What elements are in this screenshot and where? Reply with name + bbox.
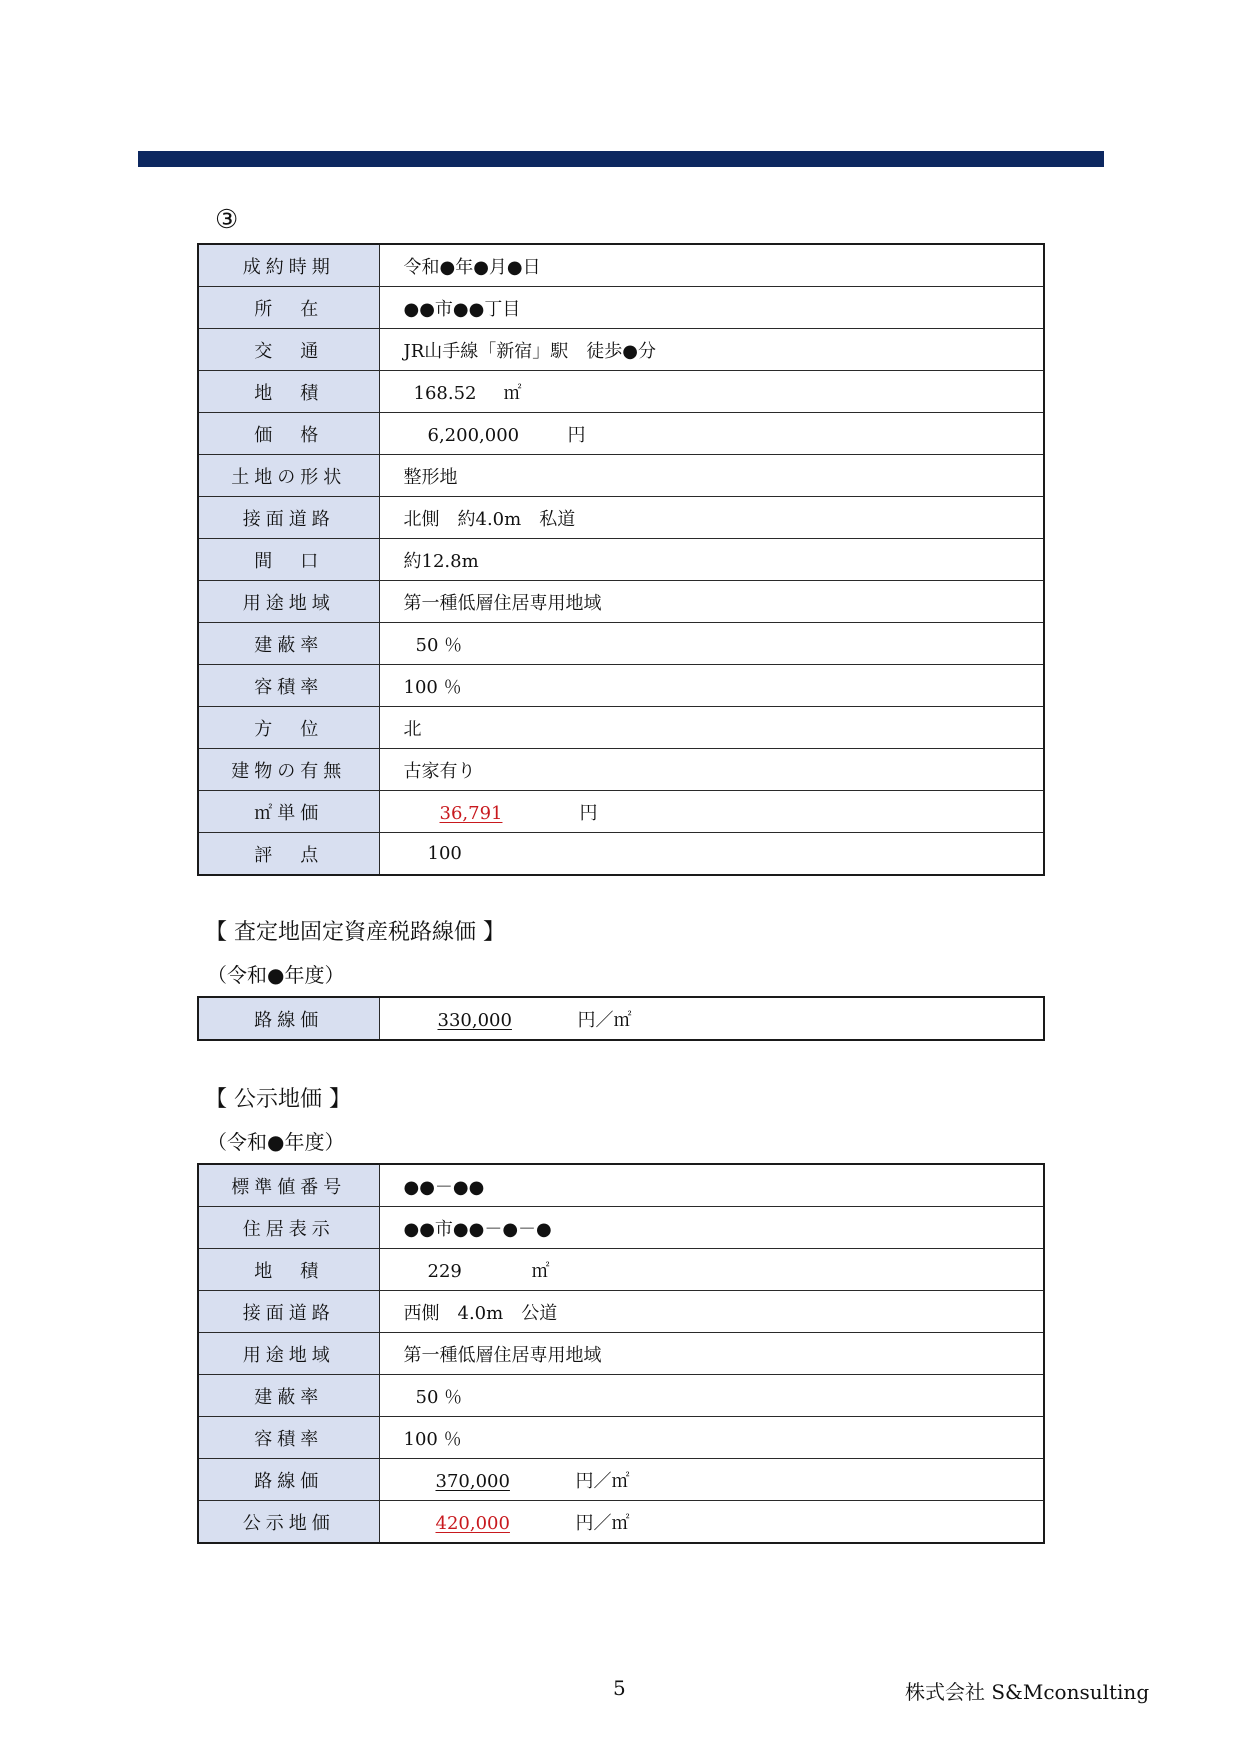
row-value: 北: [379, 707, 1044, 749]
row-label: 容積率: [198, 1417, 379, 1459]
row-label: 方 位: [198, 707, 379, 749]
table-row: [198, 455, 1044, 497]
row-label: 路線価: [198, 1459, 379, 1501]
table-row: [198, 791, 1044, 833]
route-price-value: 330,000: [437, 1009, 512, 1031]
table-row: [198, 749, 1044, 791]
row-label: 地 積: [198, 371, 379, 413]
page-number: 5: [613, 1676, 626, 1700]
table-row: [198, 833, 1044, 876]
row-value: ●●市●●丁目: [379, 287, 1044, 329]
section-heading: 【 公示地価 】: [205, 1087, 351, 1112]
header-bar: [138, 151, 1104, 167]
row-value: ●●－●●: [379, 1164, 1044, 1207]
row-label: 容積率: [198, 665, 379, 707]
table-row: [198, 1501, 1044, 1544]
area-unit: ㎡: [503, 382, 522, 404]
row-label: 建物の有無: [198, 749, 379, 791]
company-name: 株式会社 S&Mconsulting: [905, 1680, 1150, 1704]
public-land-price-unit: 円／㎡: [575, 1512, 630, 1534]
table-row: [198, 581, 1044, 623]
area-value: 229: [427, 1260, 462, 1282]
route-price-unit: 円／㎡: [577, 1009, 632, 1031]
table-row: [198, 539, 1044, 581]
table-row: [198, 997, 1044, 1040]
route-price-value: 370,000: [435, 1470, 510, 1492]
row-label: 評 点: [198, 833, 379, 876]
row-value: 令和●年●月●日: [379, 244, 1044, 287]
row-value: 100 ％: [379, 1417, 1044, 1459]
row-label: ㎡単価: [198, 791, 379, 833]
row-value: 第一種低層住居専用地域: [379, 1333, 1044, 1375]
public-land-price-table: [197, 1163, 1045, 1544]
section-year: （令和●年度）: [207, 1130, 345, 1154]
table-row: [198, 1249, 1044, 1291]
table-row: [198, 623, 1044, 665]
row-label: 間 口: [198, 539, 379, 581]
transaction-table: [197, 243, 1045, 876]
table-row: [198, 1375, 1044, 1417]
public-land-price-value: 420,000: [435, 1512, 510, 1534]
row-value: JR山手線「新宿」駅 徒歩●分: [379, 329, 1044, 371]
table-row: [198, 371, 1044, 413]
table-row: [198, 1333, 1044, 1375]
section-year: （令和●年度）: [207, 963, 345, 987]
table-row: [198, 1164, 1044, 1207]
row-label: 用途地域: [198, 581, 379, 623]
row-label: 建蔽率: [198, 1375, 379, 1417]
row-value: 古家有り: [379, 749, 1044, 791]
row-label: 用途地域: [198, 1333, 379, 1375]
table-row: [198, 1417, 1044, 1459]
row-value: 北側 約4.0m 私道: [379, 497, 1044, 539]
section-number: ③: [215, 205, 239, 235]
row-label: 地 積: [198, 1249, 379, 1291]
row-value: 第一種低層住居専用地域: [379, 581, 1044, 623]
table-row: [198, 413, 1044, 455]
table-row: [198, 1459, 1044, 1501]
row-label: 標準値番号: [198, 1164, 379, 1207]
row-value: 整形地: [379, 455, 1044, 497]
area-value: 168.52: [413, 382, 477, 404]
row-label: 住居表示: [198, 1207, 379, 1249]
row-label: 路線価: [198, 997, 379, 1040]
row-value: ●●市●●－●－●: [379, 1207, 1044, 1249]
row-value: 50 ％: [379, 623, 1044, 665]
row-value: 100 ％: [379, 665, 1044, 707]
table-row: [198, 497, 1044, 539]
row-label: 所 在: [198, 287, 379, 329]
table-row: [198, 707, 1044, 749]
row-label: 価 格: [198, 413, 379, 455]
table-row: [198, 1291, 1044, 1333]
unit-price-unit: 円: [579, 802, 598, 824]
row-label: 建蔽率: [198, 623, 379, 665]
row-label: 接面道路: [198, 497, 379, 539]
price-value: 6,200,000: [427, 424, 520, 446]
unit-price-value: 36,791: [439, 802, 503, 824]
table-row: [198, 244, 1044, 287]
row-value: 約12.8m: [379, 539, 1044, 581]
score-value: 100: [379, 833, 1044, 876]
row-label: 接面道路: [198, 1291, 379, 1333]
section-heading: 【 査定地固定資産税路線価 】: [205, 920, 505, 945]
row-label: 成約時期: [198, 244, 379, 287]
route-price-unit: 円／㎡: [575, 1470, 630, 1492]
row-label: 土地の形状: [198, 455, 379, 497]
price-unit: 円: [567, 424, 586, 446]
row-value: 西側 4.0m 公道: [379, 1291, 1044, 1333]
table-row: [198, 329, 1044, 371]
row-value: 50 ％: [379, 1375, 1044, 1417]
table-row: [198, 665, 1044, 707]
table-row: [198, 1207, 1044, 1249]
row-label: 公示地価: [198, 1501, 379, 1544]
row-label: 交 通: [198, 329, 379, 371]
table-row: [198, 287, 1044, 329]
route-price-table: [197, 996, 1045, 1041]
area-unit: ㎡: [531, 1260, 550, 1282]
